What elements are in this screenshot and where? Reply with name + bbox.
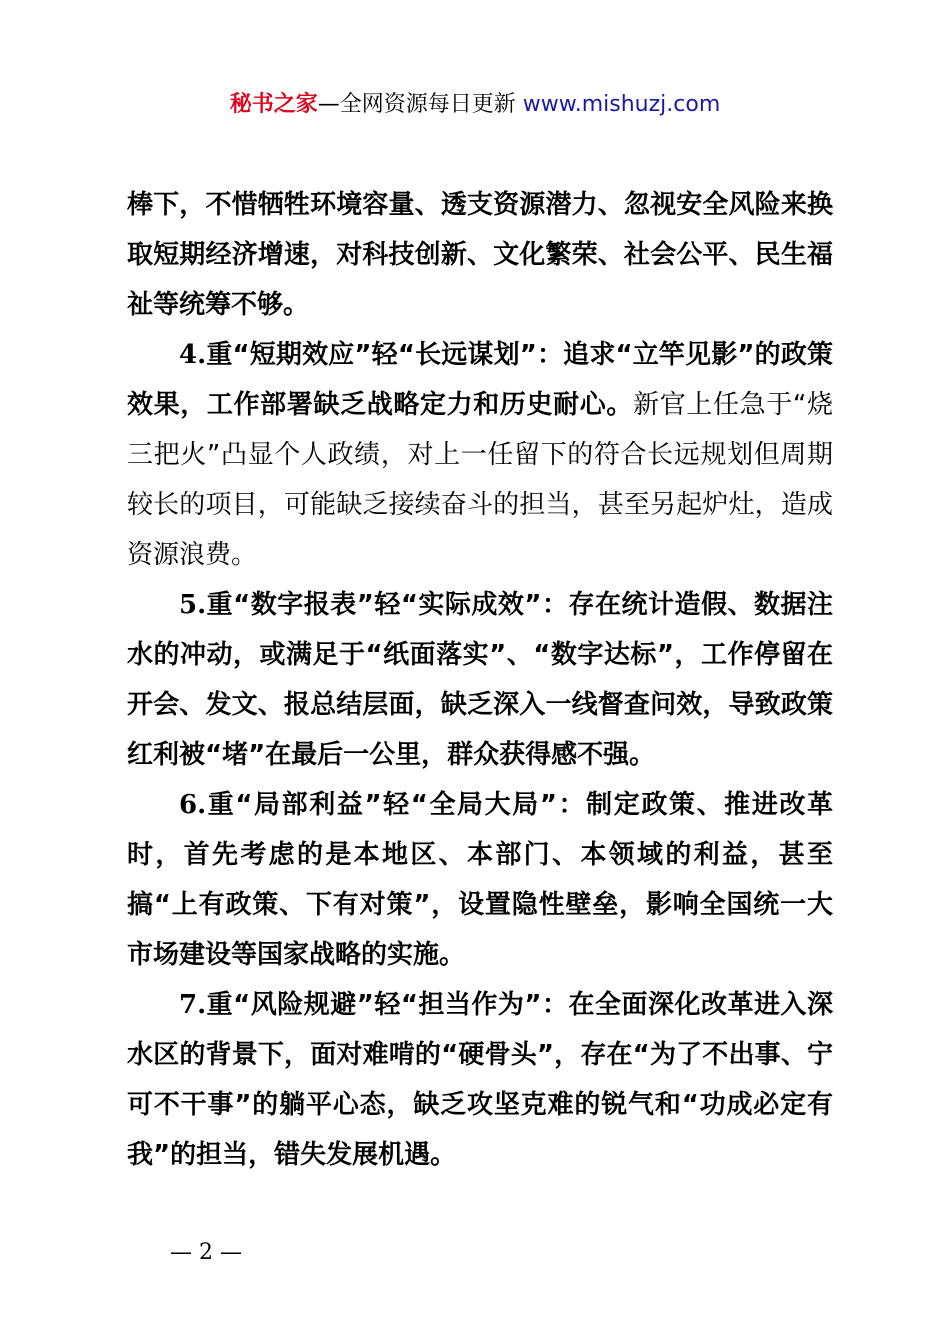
paragraph-text-bold: 棒下，不惜牺牲环境容量、透支资源潜力、忽视安全风险来换取短期经济增速，对科技创新、文化繁荣、社会公平、民生福祉等统筹不够。 bbox=[127, 190, 833, 320]
item-number: 6. bbox=[179, 790, 207, 820]
paragraph-item-7 bbox=[127, 980, 833, 1180]
paragraph-item-6 bbox=[127, 780, 833, 980]
site-url-link[interactable]: www.mishuzj.com bbox=[522, 92, 721, 117]
item-number: 7. bbox=[179, 990, 207, 1020]
paragraph-text-normal: 新官上任急于“烧三把火”凸显个人政绩，对上一任留下的符合长远规划但周期较长的项目，可能缺乏接续奋斗的担当，甚至另起炉灶，造成资源浪费。 bbox=[127, 390, 833, 570]
site-brand: 秘书之家 bbox=[229, 92, 318, 117]
paragraph-continuation bbox=[127, 180, 833, 330]
paragraph-item-4 bbox=[127, 330, 833, 580]
page-number: — 2 — bbox=[170, 1240, 242, 1265]
document-body bbox=[127, 180, 833, 1180]
site-header bbox=[0, 90, 950, 120]
paragraph-text-bold: 重“局部利益”轻“全局大局”：制定政策、推进改革时，首先考虑的是本地区、本部门、本领域的利益，甚至搞“上有政策、下有对策”，设置隐性壁垒，影响全国统一大市场建设等国家战略的实施。 bbox=[127, 790, 833, 970]
site-tagline: —全网资源每日更新 bbox=[317, 92, 523, 117]
paragraph-text-bold: 重“风险规避”轻“担当作为”：在全面深化改革进入深水区的背景下，面对难啃的“硬骨头”，存在“为了不出事、宁可不干事”的躺平心态，缺乏攻坚克难的锐气和“功成必定有我”的担当，错失发展机遇。 bbox=[127, 990, 833, 1170]
paragraph-item-5 bbox=[127, 580, 833, 780]
item-number: 4. bbox=[179, 340, 207, 370]
paragraph-text-bold: 重“短期效应”轻“长远谋划”：追求“立竿见影”的政策效果，工作部署缺乏战略定力和历史耐心。 bbox=[127, 340, 833, 420]
paragraph-text-bold: 重“数字报表”轻“实际成效”：存在统计造假、数据注水的冲动，或满足于“纸面落实”、“数字达标”，工作停留在开会、发文、报总结层面，缺乏深入一线督查问效，导致政策红利被“堵”在最后一公里，群众获得感不强。 bbox=[127, 590, 833, 770]
item-number: 5. bbox=[179, 590, 207, 620]
